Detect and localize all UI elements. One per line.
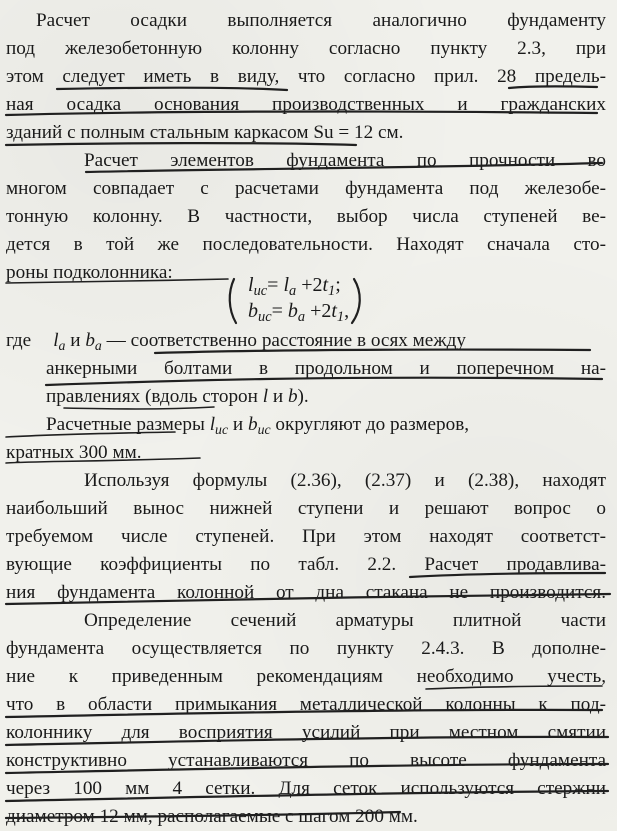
formula-subscript: a	[289, 283, 297, 300]
text-fragment: и	[65, 330, 86, 351]
formula-block	[232, 268, 370, 330]
text-line: наибольший вынос нижней ступени и решают вопрос о	[6, 498, 606, 519]
text-fragment: правлениях (вдоль сторон	[46, 386, 263, 407]
text-line: Используя формулы (2.36), (2.37) и (2.38), находят	[84, 470, 606, 491]
formula-operator: +2	[296, 274, 323, 296]
formula-punctuation: ,	[344, 300, 350, 322]
text-line: фундамента осуществляется по пункту 2.4.3. В дополне-	[6, 638, 606, 659]
text-fragment: и	[268, 386, 288, 407]
formula-subscript: uc	[258, 309, 272, 326]
text-line: ния фундамента колонной от дна стакана не производится.	[6, 582, 606, 603]
text-line	[46, 383, 606, 411]
text-line: колоннику для восприятия усилий при местном смятии	[6, 722, 606, 743]
text-line: многом совпадает с расчетами фундамента под железобе-	[6, 178, 606, 199]
text-line: этом следует иметь в виду, что согласно прил. 28 предель-	[6, 66, 606, 87]
text-line: что в области примыкания металлической колонны к под-	[6, 694, 606, 715]
formula-symbol: l	[248, 274, 254, 296]
formula-symbol: b	[248, 300, 258, 322]
text-line: диаметром 12 мм, располагаемые с шагом 200 мм.	[6, 806, 418, 827]
text-line: Расчет элементов фундамента по прочности во	[84, 150, 606, 171]
text-fragment: округляют до размеров,	[270, 414, 470, 435]
formula-subscript: uc	[253, 283, 268, 300]
text-fragment: — соответственно расстояние в осях между	[101, 330, 466, 351]
text-line: тонную колонну. В частности, выбор числа ступеней ве-	[6, 206, 606, 227]
text-line	[46, 411, 606, 439]
formula-punctuation: ;	[335, 274, 341, 296]
text-line: Расчет осадки выполняется аналогично фундаменту	[36, 10, 606, 31]
formula-operator: =	[267, 274, 284, 296]
formula-subscript: 1	[336, 309, 345, 326]
text-line: анкерными болтами в продольном и поперечном на-	[46, 358, 606, 379]
text-line: вующие коэффициенты по табл. 2.2. Расчет продавлива-	[6, 554, 606, 575]
text-line: ная осадка основания производственных и гражданских	[6, 94, 606, 115]
formula-symbol: t	[331, 300, 337, 322]
formula-subscript: 1	[328, 283, 336, 300]
text-fragment: ).	[297, 386, 309, 407]
formula-symbol: b	[287, 300, 298, 322]
text-line: ние к приведенным рекомендациям необходимо учесть,	[6, 666, 606, 687]
formula-subscript: a	[297, 309, 306, 326]
text-fragment: где	[6, 330, 32, 351]
text-line: Определение сечений арматуры плитной части	[84, 610, 606, 631]
text-line: через 100 мм 4 сетки. Для сеток используются стержни	[6, 778, 606, 799]
text-line: дется в той же последовательности. Находят сначала сто-	[6, 234, 606, 255]
text-line: под железобетонную колонну согласно пункту 2.3, при	[6, 38, 606, 59]
formula-operator: =	[271, 300, 288, 322]
text-fragment: uc	[257, 421, 271, 437]
text-fragment: l	[262, 386, 269, 407]
text-fragment: b	[247, 414, 258, 435]
text-line: кратных 300 мм.	[6, 442, 142, 463]
text-fragment: l	[53, 330, 59, 351]
text-fragment: a	[94, 337, 102, 353]
text-fragment: l	[209, 414, 216, 435]
text-line: конструктивно устанавливаются по высоте фундамента	[6, 750, 606, 771]
text-line: требуемом числе ступеней. При этом находят соответст-	[6, 526, 606, 547]
text-line: зданий с полным стальным каркасом Su = 12 см.	[6, 122, 404, 143]
text-fragment: Расчетные размеры	[46, 414, 210, 435]
text-line	[6, 327, 606, 355]
text-fragment: и	[228, 414, 248, 435]
formula-row-buc	[248, 298, 349, 330]
formula-symbol: t	[322, 274, 329, 296]
formula-symbol: l	[283, 274, 289, 296]
text-fragment: b	[287, 386, 298, 407]
text-fragment: uc	[215, 421, 229, 437]
text-line: роны подколонника:	[6, 262, 173, 283]
text-fragment: b	[85, 330, 95, 351]
text-fragment: a	[58, 337, 66, 353]
formula-operator: +2	[305, 300, 332, 322]
